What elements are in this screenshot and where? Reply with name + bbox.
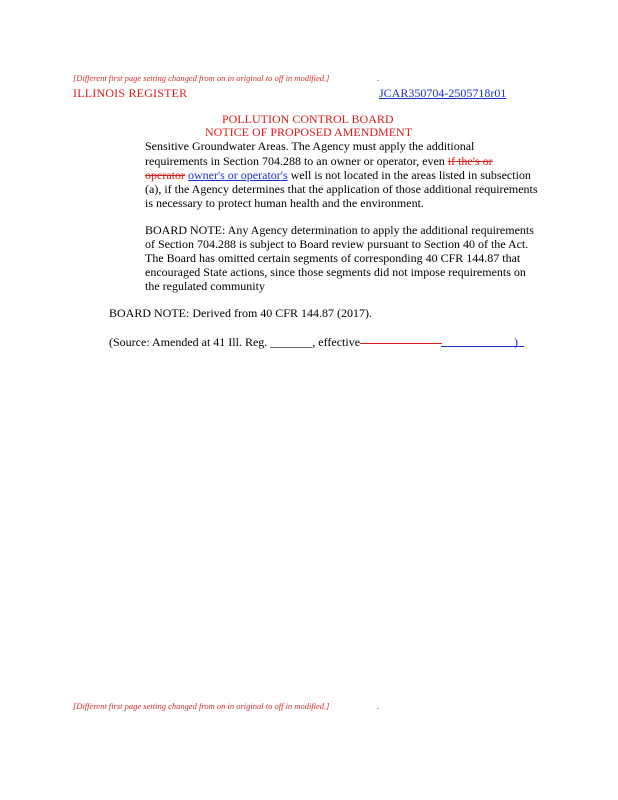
para1-line3-text: well is not located in the areas listed in subsection bbox=[287, 168, 531, 182]
para1-line1: Sensitive Groundwater Areas. The Agency must apply the additional bbox=[145, 139, 475, 153]
para1-line2-text: requirements in Section 704.288 to an owner or operator, even bbox=[145, 154, 448, 168]
register-header: ILLINOIS REGISTER bbox=[73, 86, 188, 100]
notice-title: NOTICE OF PROPOSED AMENDMENT bbox=[205, 125, 413, 139]
change-note-bottom: [Different first page setting changed from on in original to off in modified.] bbox=[73, 701, 330, 711]
jcar-document-id[interactable]: JCAR350704-2505718r01 bbox=[379, 86, 507, 100]
source-line bbox=[109, 335, 360, 350]
para1-line3 bbox=[145, 168, 531, 183]
change-note-top: [Different first page setting changed from on in original to off in modified.] bbox=[73, 73, 330, 83]
deleted-text: operator bbox=[145, 168, 185, 182]
para1-line2 bbox=[145, 154, 493, 169]
deleted-text: if the's or bbox=[447, 154, 493, 168]
para2-line3: The Board has omitted certain segments of corresponding 40 CFR 144.87 that bbox=[145, 251, 521, 265]
para1-line5: is necessary to protect human health and the environment. bbox=[145, 196, 424, 210]
dot-marker-top: . bbox=[377, 73, 380, 83]
para2-line4: encouraged State actions, since those segments did not impose requirements on bbox=[145, 265, 526, 279]
para1-line4: (a), if the Agency determines that the application of those additional requirements bbox=[145, 182, 538, 196]
inserted-text: owner's or operator's bbox=[187, 168, 288, 182]
para2-line1: BOARD NOTE: Any Agency determination to apply the additional requirements bbox=[145, 223, 534, 237]
para2-line2: of Section 704.288 is subject to Board review pursuant to Section 40 of the Act. bbox=[145, 237, 529, 251]
source-text: (Source: Amended at 41 Ill. Reg. _______, effective bbox=[109, 335, 361, 349]
agency-title: POLLUTION CONTROL BOARD bbox=[222, 112, 394, 126]
source-close-paren: ) bbox=[514, 335, 518, 349]
dot-marker-bottom: . bbox=[377, 701, 380, 711]
board-note-derived: BOARD NOTE: Derived from 40 CFR 144.87 (2017). bbox=[109, 306, 372, 320]
deleted-effective-date-line bbox=[360, 343, 442, 344]
para2-line5: the regulated community bbox=[145, 279, 265, 293]
inserted-effective-date-line bbox=[441, 346, 524, 347]
